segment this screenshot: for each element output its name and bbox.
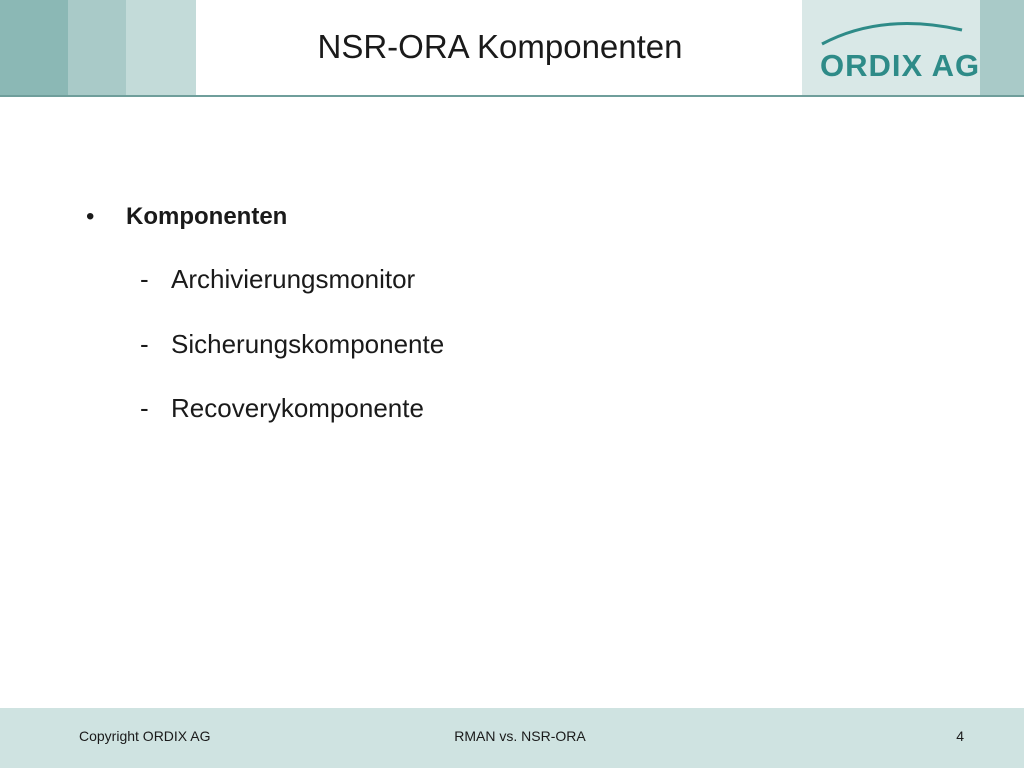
header-stripe	[980, 0, 1024, 95]
header-stripe	[126, 0, 196, 95]
slide-title: NSR-ORA Komponenten	[317, 28, 683, 65]
page-number: 4	[956, 728, 964, 744]
bullet-icon: •	[86, 203, 95, 230]
ordix-logo	[812, 14, 982, 86]
dash-marker: -	[140, 393, 149, 423]
dash-marker: -	[140, 329, 149, 359]
header-stripe	[68, 0, 126, 95]
sub-item-text: Sicherungskomponente	[171, 329, 445, 359]
header-stripe	[0, 0, 68, 95]
footer-topic: RMAN vs. NSR-ORA	[454, 728, 586, 744]
header-divider	[0, 95, 1024, 97]
dash-marker: -	[140, 264, 149, 294]
sub-item-text: Archivierungsmonitor	[171, 264, 416, 294]
slide-header	[0, 0, 1024, 95]
bullet-heading: Komponenten	[126, 203, 288, 230]
slide-footer	[0, 708, 1024, 768]
logo-text: ORDIX AG	[820, 48, 981, 83]
sub-item-text: Recoverykomponente	[171, 393, 424, 423]
footer-copyright: Copyright ORDIX AG	[79, 728, 211, 744]
